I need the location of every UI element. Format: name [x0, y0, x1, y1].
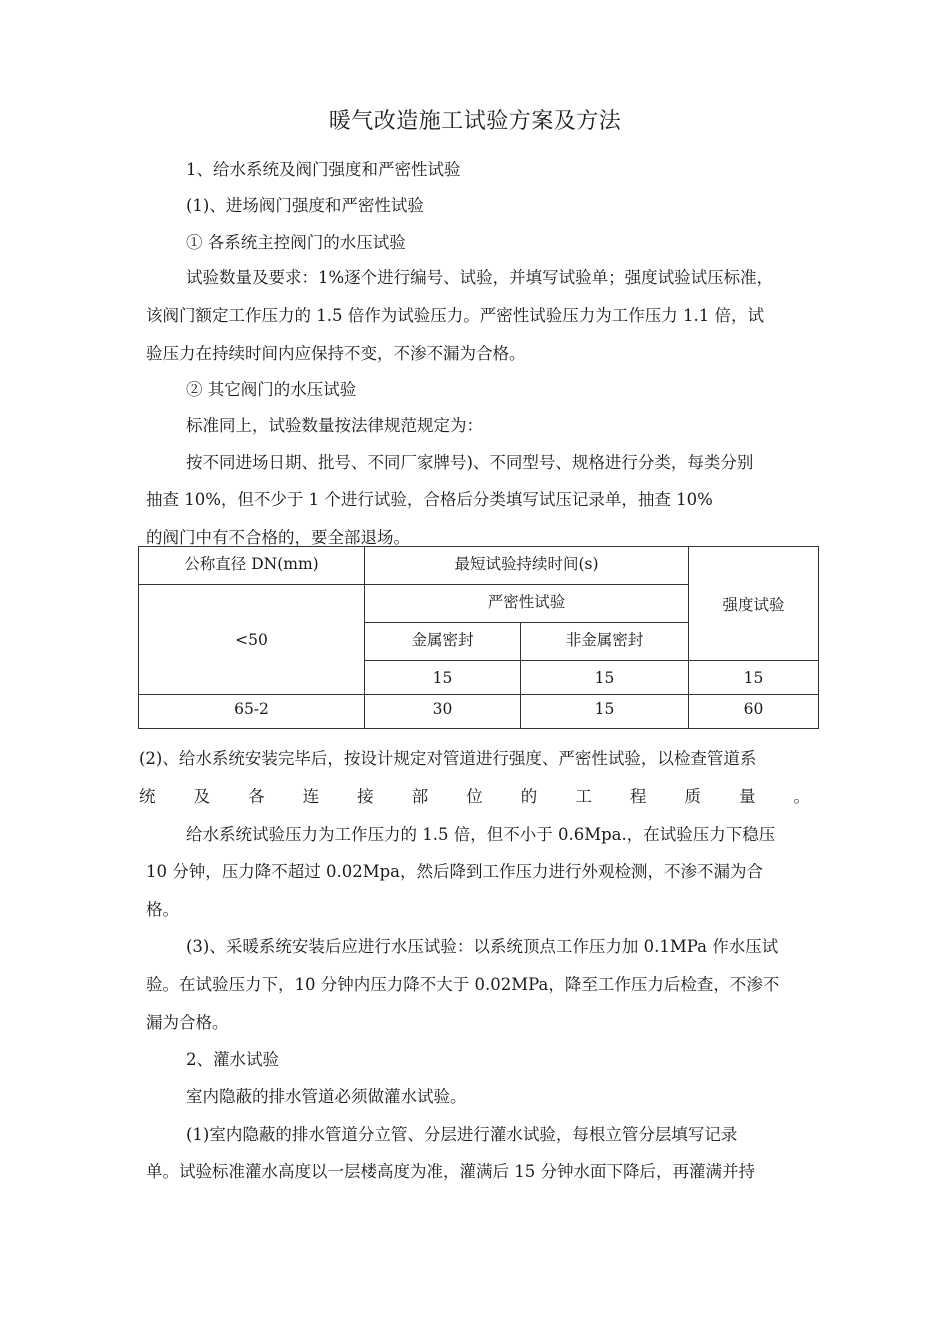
table-cell-value: 15	[689, 661, 819, 695]
document-title: 暖气改造施工试验方案及方法	[328, 109, 622, 134]
table-header-strength: 强度试验	[689, 547, 819, 661]
table-cell-value: 60	[689, 695, 819, 729]
paragraph-line: (3)、采暖系统安装后应进行水压试验：以系统顶点工作压力加 0.1MPa 作水压试	[186, 937, 779, 956]
table-cell-dn: 65-2	[139, 695, 365, 729]
paragraph-line: 给水系统试验压力为工作压力的 1.5 倍，但不小于 0.6Mpa.，在试验压力下稳压	[186, 825, 776, 844]
section-heading-1: 1、给水系统及阀门强度和严密性试验	[186, 160, 461, 179]
paragraph-line: 验压力在持续时间内应保持不变，不渗不漏为合格。	[146, 344, 526, 363]
table-header-metal-seal: 金属密封	[365, 623, 521, 661]
paragraph-line: 统及各连接部位的工程质量。	[139, 787, 811, 806]
paragraph-line: 标准同上，试验数量按法律规范规定为：	[186, 416, 483, 435]
table-cell-dn: <50	[139, 585, 365, 695]
paragraph-line: 按不同进场日期、批号、不同厂家牌号)、不同型号、规格进行分类，每类分别	[186, 453, 754, 472]
table-header-dn: 公称直径 DN(mm)	[139, 547, 365, 585]
paragraph-line: 漏为合格。	[146, 1013, 229, 1032]
section-heading-2: 2、灌水试验	[186, 1050, 279, 1069]
paragraph-line: 试验数量及要求：1%逐个进行编号、试验，并填写试验单；强度试验试压标准，	[186, 268, 774, 287]
table-cell-value: 30	[365, 695, 521, 729]
paragraph-line: 室内隐蔽的排水管道必须做灌水试验。	[186, 1087, 467, 1106]
table-cell-value: 15	[521, 661, 689, 695]
table-header-nonmetal-seal: 非金属密封	[521, 623, 689, 661]
valve-test-table	[138, 546, 819, 729]
paragraph-line: 该阀门额定工作压力的 1.5 倍作为试验压力。严密性试验压力为工作压力 1.1 倍，试	[146, 306, 764, 325]
paragraph-line: 单。试验标准灌水高度以一层楼高度为准，灌满后 15 分钟水面下降后，再灌满并持	[146, 1162, 755, 1181]
table-cell-value: 15	[365, 661, 521, 695]
paragraph-line: 验。在试验压力下，10 分钟内压力降不大于 0.02MPa，降至工作压力后检查，不渗不	[146, 975, 780, 994]
item-heading-1: ① 各系统主控阀门的水压试验	[186, 233, 406, 252]
table-header-tightness: 严密性试验	[365, 585, 689, 623]
subsection-heading: (1)、进场阀门强度和严密性试验	[186, 196, 424, 215]
paragraph-line: (2)、给水系统安装完毕后，按设计规定对管道进行强度、严密性试验，以检查管道系	[139, 749, 757, 768]
paragraph-line: 的阀门中有不合格的，要全部退场。	[146, 528, 410, 547]
paragraph-line: 格。	[146, 900, 179, 919]
paragraph-line: (1)室内隐蔽的排水管道分立管、分层进行灌水试验，每根立管分层填写记录	[186, 1125, 738, 1144]
table-cell-value: 15	[521, 695, 689, 729]
paragraph-line: 抽查 10%，但不少于 1 个进行试验，合格后分类填写试压记录单，抽查 10%	[146, 490, 713, 509]
item-heading-2: ② 其它阀门的水压试验	[186, 380, 357, 399]
paragraph-line: 10 分钟，压力降不超过 0.02Mpa，然后降到工作压力进行外观检测，不渗不漏为合	[146, 862, 764, 881]
table-header-time: 最短试验持续时间(s)	[365, 547, 689, 585]
